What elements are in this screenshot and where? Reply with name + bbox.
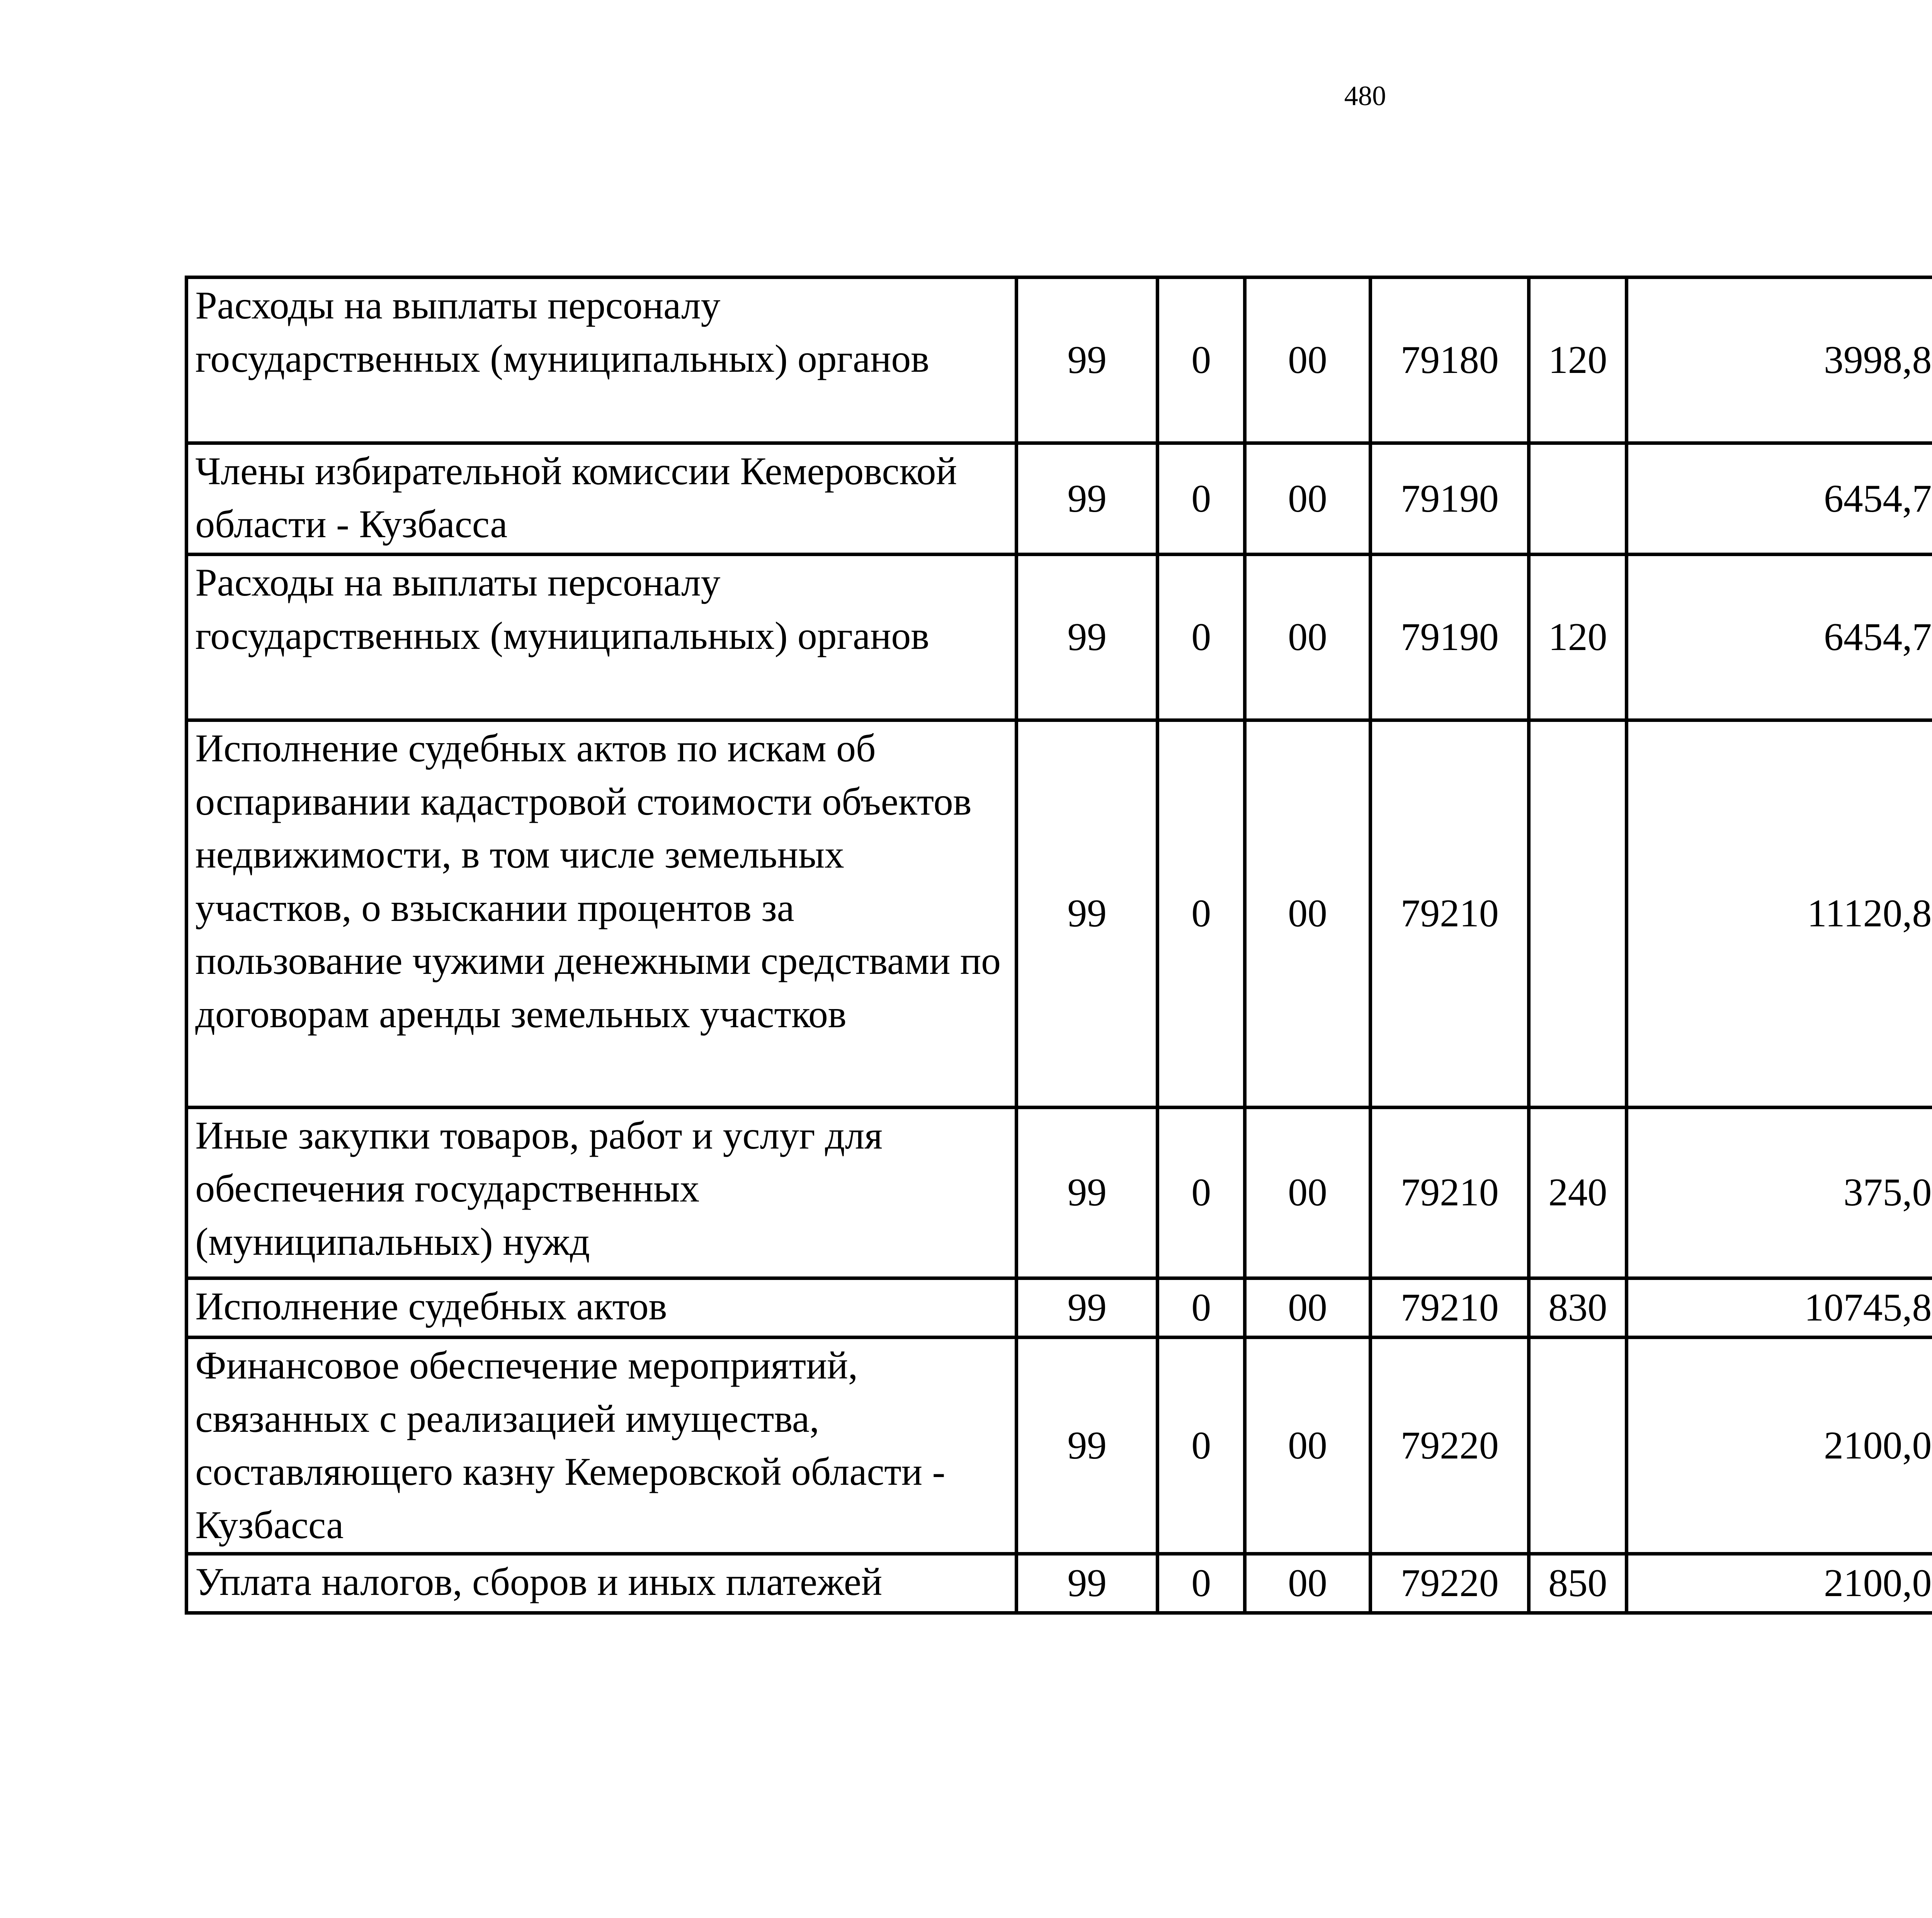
subprogram-code-cell: 00 [1245, 1338, 1371, 1554]
expense-type-code-cell [1529, 1338, 1627, 1554]
subprogram-code-cell: 00 [1245, 443, 1371, 555]
section-code-cell: 99 [1016, 1338, 1157, 1554]
expense-name-cell: Исполнение судебных актов [187, 1278, 1017, 1337]
table-row [187, 443, 1932, 555]
direction-code-cell: 79210 [1370, 1278, 1529, 1337]
table-row [187, 720, 1932, 1107]
program-code-cell: 0 [1158, 720, 1245, 1107]
direction-code-cell: 79190 [1370, 443, 1529, 555]
table-row [187, 1338, 1932, 1554]
subprogram-code-cell: 00 [1245, 1107, 1371, 1278]
expense-type-code-cell: 830 [1529, 1278, 1627, 1337]
expense-name-cell: Уплата налогов, сборов и иных платежей [187, 1554, 1017, 1613]
direction-code-cell: 79180 [1370, 277, 1529, 443]
direction-code-cell: 79220 [1370, 1554, 1529, 1613]
expense-name-cell: Иные закупки товаров, работ и услуг для обеспечения государственных (муниципальных) нужд [187, 1107, 1017, 1278]
program-code-cell: 0 [1158, 1338, 1245, 1554]
amount-year1-cell: 2100,0 [1627, 1338, 1932, 1554]
amount-year1-cell: 375,0 [1627, 1107, 1932, 1278]
section-code-cell: 99 [1016, 1554, 1157, 1613]
program-code-cell: 0 [1158, 1278, 1245, 1337]
table-row [187, 1107, 1932, 1278]
amount-year1-cell: 3998,8 [1627, 277, 1932, 443]
expense-type-code-cell: 240 [1529, 1107, 1627, 1278]
amount-year1-cell: 6454,7 [1627, 443, 1932, 555]
program-code-cell: 0 [1158, 1107, 1245, 1278]
subprogram-code-cell: 00 [1245, 1554, 1371, 1613]
amount-year1-cell: 6454,7 [1627, 555, 1932, 720]
direction-code-cell: 79220 [1370, 1338, 1529, 1554]
table-row [187, 555, 1932, 720]
expense-name-cell: Финансовое обеспечение мероприятий, связанных с реализацией имущества, составляющего казну Кемеровской области - Кузбасса [187, 1338, 1017, 1554]
program-code-cell: 0 [1158, 277, 1245, 443]
page-number: 480 [1344, 80, 1386, 112]
direction-code-cell: 79210 [1370, 1107, 1529, 1278]
program-code-cell: 0 [1158, 1554, 1245, 1613]
section-code-cell: 99 [1016, 277, 1157, 443]
section-code-cell: 99 [1016, 1278, 1157, 1337]
section-code-cell: 99 [1016, 443, 1157, 555]
section-code-cell: 99 [1016, 555, 1157, 720]
direction-code-cell: 79190 [1370, 555, 1529, 720]
expense-type-code-cell [1529, 443, 1627, 555]
table-row [187, 1554, 1932, 1613]
subprogram-code-cell: 00 [1245, 555, 1371, 720]
program-code-cell: 0 [1158, 443, 1245, 555]
expense-type-code-cell: 850 [1529, 1554, 1627, 1613]
subprogram-code-cell: 00 [1245, 720, 1371, 1107]
expense-type-code-cell [1529, 720, 1627, 1107]
expense-name-cell: Исполнение судебных актов по искам об оспаривании кадастровой стоимости объектов недвижимости, в том числе земельных участков, о взыскании процентов за пользование чужими денежными средствами по договорам аренды земельных участков [187, 720, 1017, 1107]
direction-code-cell: 79210 [1370, 720, 1529, 1107]
amount-year1-cell: 10745,8 [1627, 1278, 1932, 1337]
budget-table [185, 276, 1932, 1615]
expense-type-code-cell: 120 [1529, 277, 1627, 443]
amount-year1-cell: 11120,8 [1627, 720, 1932, 1107]
program-code-cell: 0 [1158, 555, 1245, 720]
subprogram-code-cell: 00 [1245, 277, 1371, 443]
expense-name-cell: Члены избирательной комиссии Кемеровской области - Кузбасса [187, 443, 1017, 555]
expense-name-cell: Расходы на выплаты персоналу государственных (муниципальных) органов [187, 555, 1017, 720]
table-row [187, 277, 1932, 443]
section-code-cell: 99 [1016, 1107, 1157, 1278]
amount-year1-cell: 2100,0 [1627, 1554, 1932, 1613]
subprogram-code-cell: 00 [1245, 1278, 1371, 1337]
expense-name-cell: Расходы на выплаты персоналу государственных (муниципальных) органов [187, 277, 1017, 443]
section-code-cell: 99 [1016, 720, 1157, 1107]
expense-type-code-cell: 120 [1529, 555, 1627, 720]
table-row [187, 1278, 1932, 1337]
